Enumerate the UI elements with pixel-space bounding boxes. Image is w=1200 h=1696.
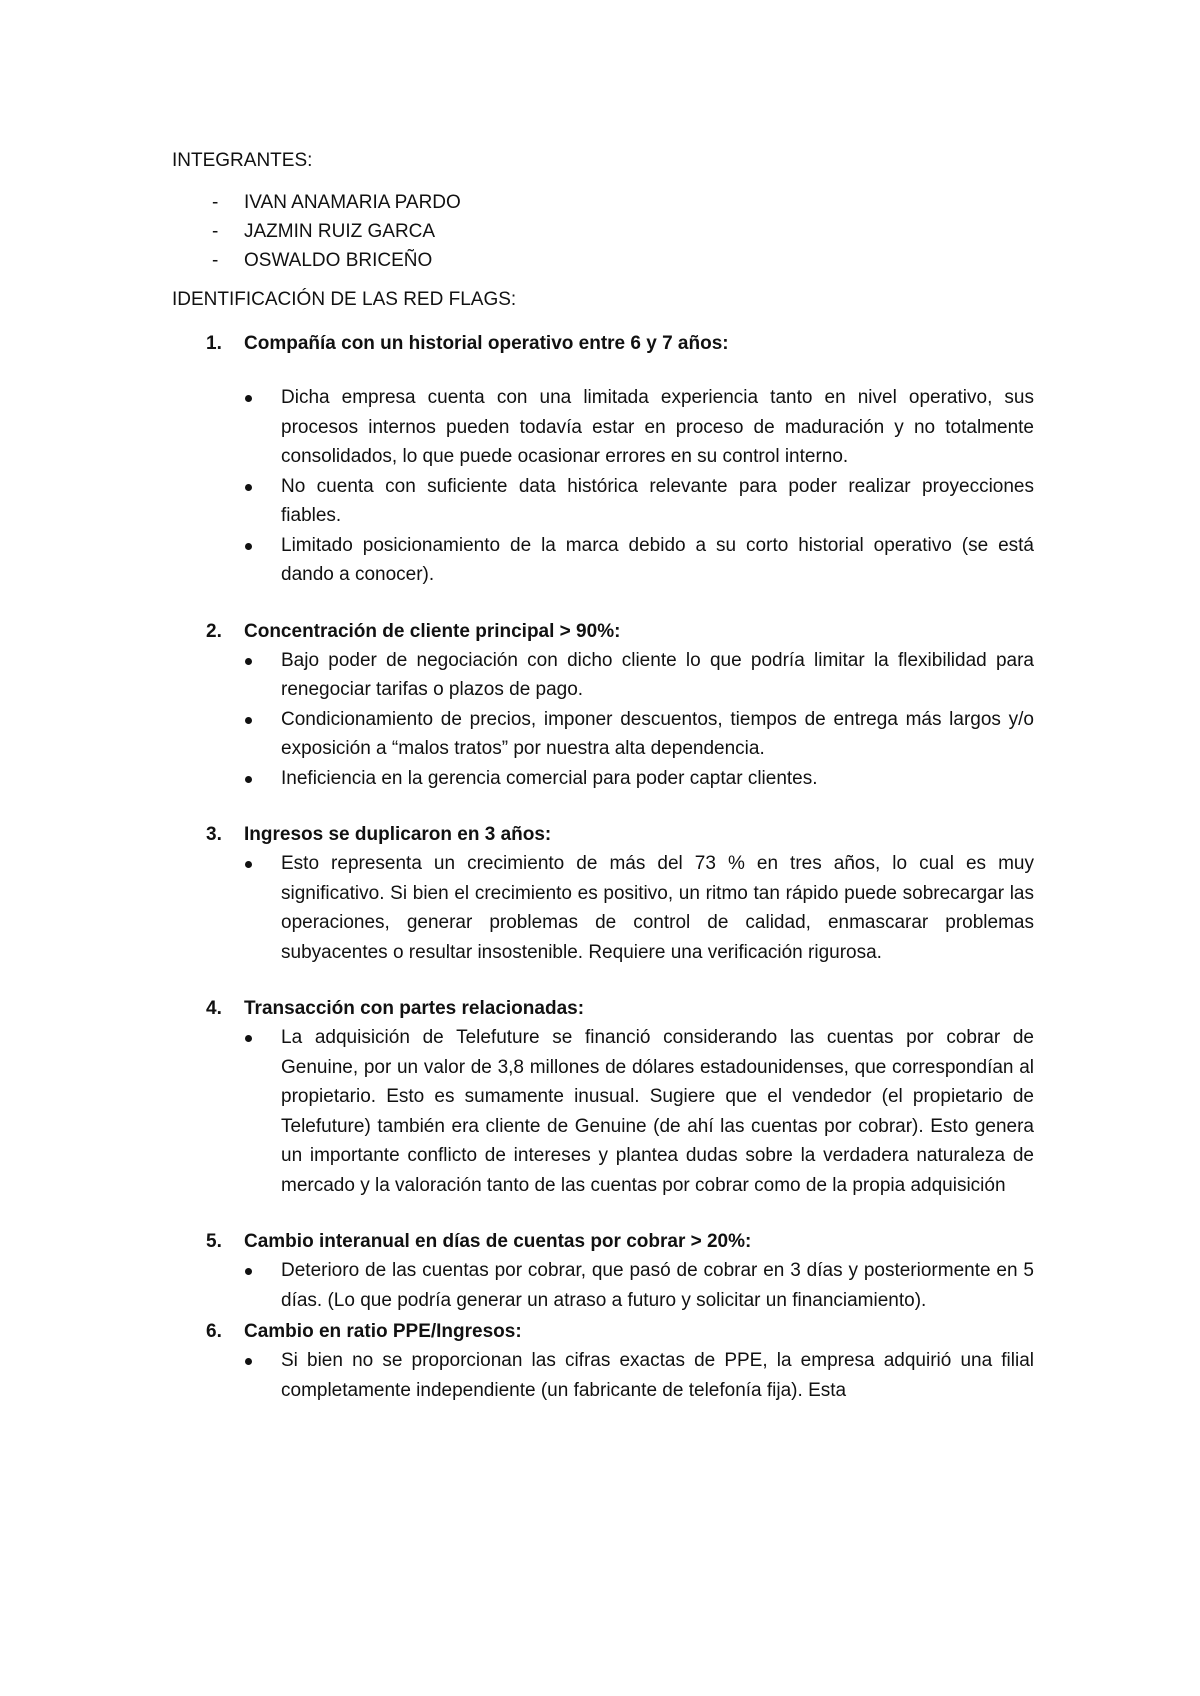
members-list (172, 188, 1034, 275)
bullet-item (172, 764, 1034, 794)
bullet-dot-icon (245, 484, 252, 491)
flag-item (172, 329, 1034, 590)
bullet-dot-icon (245, 1035, 252, 1042)
flags-list (172, 329, 1034, 1405)
flag-bullets (172, 383, 1034, 590)
bullet-text: Si bien no se proporcionan las cifras exactas de PPE, la empresa adquirió una filial completamente independiente (un fabricante de telefonía fija). Esta (281, 1350, 1034, 1401)
bullet-item (172, 1346, 1034, 1405)
flag-title (172, 820, 1034, 849)
flag-bullets (172, 849, 1034, 967)
member-item: - OSWALDO BRICEÑO (172, 246, 1034, 275)
bullet-text: La adquisición de Telefuture se financió considerando las cuentas por cobrar de Genuine, por un valor de 3,8 millones de dólares estadounidenses, que correspondían al propietario. Esto es sumamente inusual. Sugiere que el vendedor (el propietario de Telefuture) también era cliente de Genuine (de ahí las cuentas por cobrar). Esto genera un importante conflicto de intereses y plantea dudas sobre la verdadera naturaleza de mercado y la valoración tanto de las cuentas por cobrar como de la propia adquisición (281, 1027, 1034, 1196)
flag-title-text: Cambio en ratio PPE/Ingresos: (244, 1321, 522, 1342)
bullet-item (172, 1256, 1034, 1315)
flag-number: 6. (206, 1321, 222, 1342)
flag-title-text: Cambio interanual en días de cuentas por cobrar > 20%: (244, 1231, 752, 1252)
flag-title (172, 1317, 1034, 1346)
member-item: - IVAN ANAMARIA PARDO (172, 188, 1034, 217)
bullet-dot-icon (245, 658, 252, 665)
flag-item (172, 1227, 1034, 1315)
flag-title (172, 617, 1034, 646)
flag-title-text: Concentración de cliente principal > 90%: (244, 620, 621, 642)
flag-title (172, 994, 1034, 1023)
flag-title (172, 1227, 1034, 1256)
bullet-text: Deterioro de las cuentas por cobrar, que pasó de cobrar en 3 días y posteriormente en 5 días. (Lo que podría generar un atraso a futuro y solicitar un financiamiento). (281, 1260, 1034, 1311)
bullet-text: Dicha empresa cuenta con una limitada experiencia tanto en nivel operativo, sus procesos internos pueden todavía estar en proceso de maduración y no totalmente consolidados, lo que puede ocasionar errores en su control interno. (281, 387, 1034, 467)
flag-title-text: Ingresos se duplicaron en 3 años: (244, 824, 552, 845)
flag-title-text: Compañía con un historial operativo entre 6 y 7 años: (244, 333, 729, 354)
bullet-dot-icon (245, 776, 252, 783)
bullet-item (172, 849, 1034, 967)
bullet-dot-icon (245, 861, 252, 868)
flag-bullets (172, 1256, 1034, 1315)
bullet-text: Limitado posicionamiento de la marca debido a su corto historial operativo (se está dando a conocer). (281, 534, 1034, 585)
flag-title (172, 329, 1034, 358)
flag-number: 3. (206, 824, 222, 845)
bullet-text: Bajo poder de negociación con dicho cliente lo que podría limitar la flexibilidad para renegociar tarifas o plazos de pago. (281, 649, 1034, 700)
flag-item (172, 1317, 1034, 1405)
bullet-dot-icon (245, 395, 252, 402)
flag-number: 1. (206, 333, 222, 354)
flag-item (172, 617, 1034, 794)
bullet-item (172, 531, 1034, 590)
flag-bullets (172, 1023, 1034, 1200)
members-heading: INTEGRANTES: (172, 150, 313, 171)
bullet-dot-icon (245, 1358, 252, 1365)
flag-title-text: Transacción con partes relacionadas: (244, 998, 585, 1019)
bullet-dot-icon (245, 543, 252, 550)
bullet-item (172, 472, 1034, 531)
bullet-item (172, 1023, 1034, 1200)
flag-item (172, 994, 1034, 1200)
flags-heading: IDENTIFICACIÓN DE LAS RED FLAGS: (172, 289, 517, 310)
bullet-item (172, 383, 1034, 472)
bullet-text: Condicionamiento de precios, imponer descuentos, tiempos de entrega más largos y/o exposición a “malos tratos” por nuestra alta dependencia. (281, 708, 1034, 759)
bullet-item (172, 705, 1034, 764)
flag-number: 5. (206, 1231, 222, 1252)
flag-item (172, 820, 1034, 967)
bullet-dot-icon (245, 1268, 252, 1275)
flag-bullets (172, 646, 1034, 794)
bullet-text: Esto representa un crecimiento de más del 73 % en tres años, lo cual es muy significativo. Si bien el crecimiento es positivo, un ritmo tan rápido puede sobrecargar las operaciones, generar problemas de control de calidad, enmascarar problemas subyacentes o resultar insostenible. Requiere una verificación rigurosa. (281, 853, 1034, 963)
flag-bullets (172, 1346, 1034, 1405)
flag-number: 2. (206, 620, 222, 642)
bullet-item (172, 646, 1034, 705)
bullet-text: Ineficiencia en la gerencia comercial para poder captar clientes. (281, 767, 818, 789)
flag-number: 4. (206, 998, 222, 1019)
bullet-text: No cuenta con suficiente data histórica relevante para poder realizar proyecciones fiables. (281, 475, 1034, 526)
member-item: - JAZMIN RUIZ GARCA (172, 217, 1034, 246)
bullet-dot-icon (245, 717, 252, 724)
